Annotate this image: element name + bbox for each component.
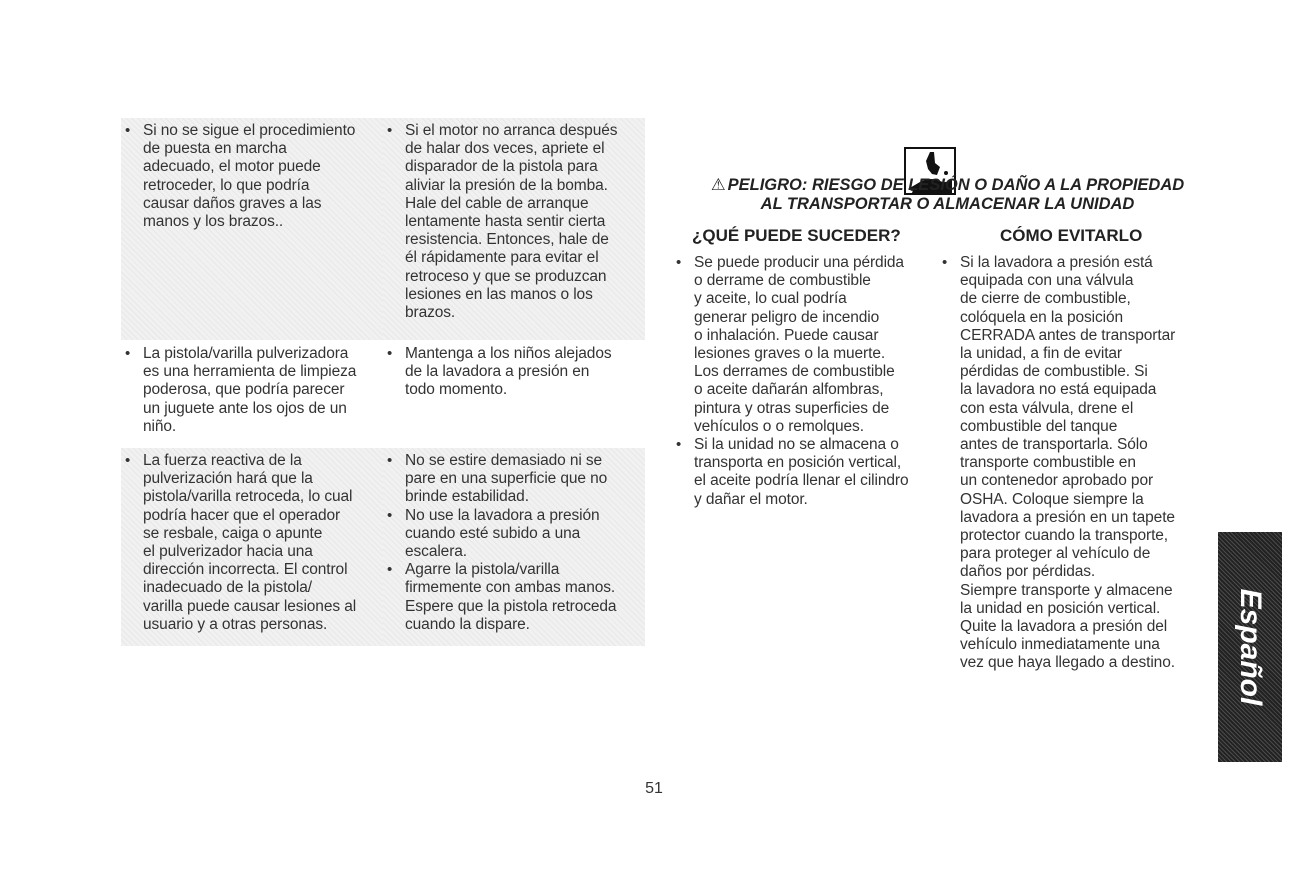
text-line: escalera. <box>405 543 467 561</box>
text-line: OSHA. Coloque siempre la <box>960 490 1144 508</box>
text-line: poderosa, que podría parecer <box>143 381 345 399</box>
note-cell-1 <box>121 118 383 340</box>
text-line: combustible del tanque <box>960 417 1118 435</box>
text-line: Quite la lavadora a presión del <box>960 618 1168 636</box>
how-to-avoid-column <box>938 254 1213 673</box>
text-line: vehículos o o remolques. <box>694 417 864 435</box>
text-line: o inhalación. Puede causar <box>694 326 879 344</box>
note-list <box>383 448 645 634</box>
text-line: niño. <box>143 417 177 435</box>
text-line: causar daños graves a las <box>143 194 322 212</box>
note-list <box>383 118 645 322</box>
text-line: cuando esté subido a una <box>405 524 581 542</box>
text-line: colóquela en la posición <box>960 308 1124 326</box>
text-line: con esta válvula, drene el <box>960 399 1134 417</box>
bullet-line: • Si la unidad no se almacena o <box>672 436 952 454</box>
text-line: daños por pérdidas. <box>960 563 1096 581</box>
text-line: de puesta en marcha <box>143 140 287 158</box>
note-cell-4 <box>383 342 645 450</box>
bullet-line: • No use la lavadora a presión <box>383 507 645 525</box>
text-line: Espere que la pistola retroceda <box>405 597 617 615</box>
text-line: de halar dos veces, apriete el <box>405 140 605 158</box>
text-line: protector cuando la transporte, <box>960 527 1168 545</box>
note-cell-3 <box>121 342 383 450</box>
text-line: para proteger al vehículo de <box>960 545 1151 563</box>
avoid-list <box>938 254 1213 673</box>
text-line: retroceder, lo que podría <box>143 176 310 194</box>
bullet-line: • Se puede producir una pérdida <box>672 254 952 272</box>
page-number: 51 <box>645 780 663 797</box>
text-line: la unidad, a fin de evitar <box>960 345 1122 363</box>
text-line: Los derrames de combustible <box>694 363 895 381</box>
text-line: todo momento. <box>405 381 508 399</box>
what-can-happen-heading: ¿QUÉ PUEDE SUCEDER? <box>692 226 901 245</box>
text-line: y dañar el motor. <box>694 490 808 508</box>
text-line: es una herramienta de limpieza <box>143 363 357 381</box>
text-line: manos y los brazos.. <box>143 213 284 231</box>
text-line: lesiones graves o la muerte. <box>694 345 886 363</box>
note-list <box>383 342 645 400</box>
text-line: de cierre de combustible, <box>960 290 1131 308</box>
text-line: adecuado, el motor puede <box>143 158 321 176</box>
text-line: lavadora a presión en un tapete <box>960 508 1175 526</box>
text-line: el aceite podría llenar el cilindro <box>694 472 909 490</box>
text-line: cuando la dispare. <box>405 615 530 633</box>
text-line: inadecuado de la pistola/ <box>143 579 312 597</box>
text-line: brazos. <box>405 304 456 322</box>
note-list <box>121 448 383 634</box>
text-line: un contenedor aprobado por <box>960 472 1154 490</box>
text-line: pintura y otras superficies de <box>694 399 890 417</box>
note-list <box>121 342 383 436</box>
text-line: dirección incorrecta. El control <box>143 561 348 579</box>
bullet-line: • Mantenga a los niños alejados <box>383 345 645 363</box>
hazard-list <box>672 254 952 509</box>
text-line: la lavadora no está equipada <box>960 381 1157 399</box>
text-line: vehículo inmediatamente una <box>960 636 1160 654</box>
text-line: firmemente con ambas manos. <box>405 579 616 597</box>
language-tab-label: Español <box>1234 588 1267 706</box>
text-line: un juguete ante los ojos de un <box>143 399 347 417</box>
text-line: generar peligro de incendio <box>694 308 880 326</box>
what-can-happen-column <box>672 254 952 509</box>
bullet-line: • Agarre la pistola/varilla <box>383 561 645 579</box>
text-line: pistola/varilla retroceda, lo cual <box>143 488 353 506</box>
warning-line-1: ⚠ PELIGRO: RIESGO DE LESIÓN O DAÑO A LA PROPIEDAD <box>710 176 1185 194</box>
note-cell-5 <box>121 448 383 646</box>
warning-triangle-icon: ⚠ <box>710 176 726 194</box>
bullet-line: • Si la lavadora a presión está <box>938 254 1213 272</box>
text-line: brinde estabilidad. <box>405 488 529 506</box>
text-line: varilla puede causar lesiones al <box>143 597 357 615</box>
text-line: se resbale, caiga o apunte <box>143 524 323 542</box>
text-line: o aceite dañarán alfombras, <box>694 381 884 399</box>
text-line: lesiones en las manos o los <box>405 285 593 303</box>
text-line: usuario y a otras personas. <box>143 615 328 633</box>
text-line: y aceite, lo cual podría <box>694 290 847 308</box>
text-line: pare en una superficie que no <box>405 470 608 488</box>
bullet-line: • La pistola/varilla pulverizadora <box>121 345 383 363</box>
text-line: o derrame de combustible <box>694 272 871 290</box>
text-line: pérdidas de combustible. Si <box>960 363 1148 381</box>
text-line: transporte combustible en <box>960 454 1136 472</box>
text-line: podría hacer que el operador <box>143 506 341 524</box>
text-line: de la lavadora a presión en <box>405 363 590 381</box>
text-line: aliviar la presión de la bomba. <box>405 176 608 194</box>
text-line: retroceso y que se produzcan <box>405 267 607 285</box>
text-line: Siempre transporte y almacene <box>960 581 1173 599</box>
text-line: él rápidamente para evitar el <box>405 249 599 267</box>
note-list <box>121 118 383 231</box>
text-line: equipada con una válvula <box>960 272 1134 290</box>
text-line: vez que haya llegado a destino. <box>960 654 1175 672</box>
language-tab <box>1218 532 1282 762</box>
note-cell-2 <box>383 118 645 340</box>
text-line: Hale del cable de arranque <box>405 194 589 212</box>
bullet-line: • No se estire demasiado ni se <box>383 452 645 470</box>
bullet-line: • Si no se sigue el procedimiento <box>121 122 383 140</box>
text-line: lentamente hasta sentir cierta <box>405 213 606 231</box>
text-line: disparador de la pistola para <box>405 158 598 176</box>
bullet-line: • Si el motor no arranca después <box>383 122 645 140</box>
note-cell-6 <box>383 448 645 646</box>
text-line: la unidad en posición vertical. <box>960 599 1161 617</box>
text-line: CERRADA antes de transportar <box>960 326 1176 344</box>
how-to-avoid-heading: CÓMO EVITARLO <box>1000 226 1143 245</box>
bullet-line: • La fuerza reactiva de la <box>121 452 383 470</box>
text-line: el pulverizador hacia una <box>143 543 313 561</box>
text-line: antes de transportarla. Sólo <box>960 436 1148 454</box>
text-line: transporta en posición vertical, <box>694 454 902 472</box>
text-line: pulverización hará que la <box>143 470 313 488</box>
warning-heading <box>675 176 1220 214</box>
warning-line-2: AL TRANSPORTAR O ALMACENAR LA UNIDAD <box>760 195 1135 213</box>
text-line: resistencia. Entonces, hale de <box>405 231 609 249</box>
